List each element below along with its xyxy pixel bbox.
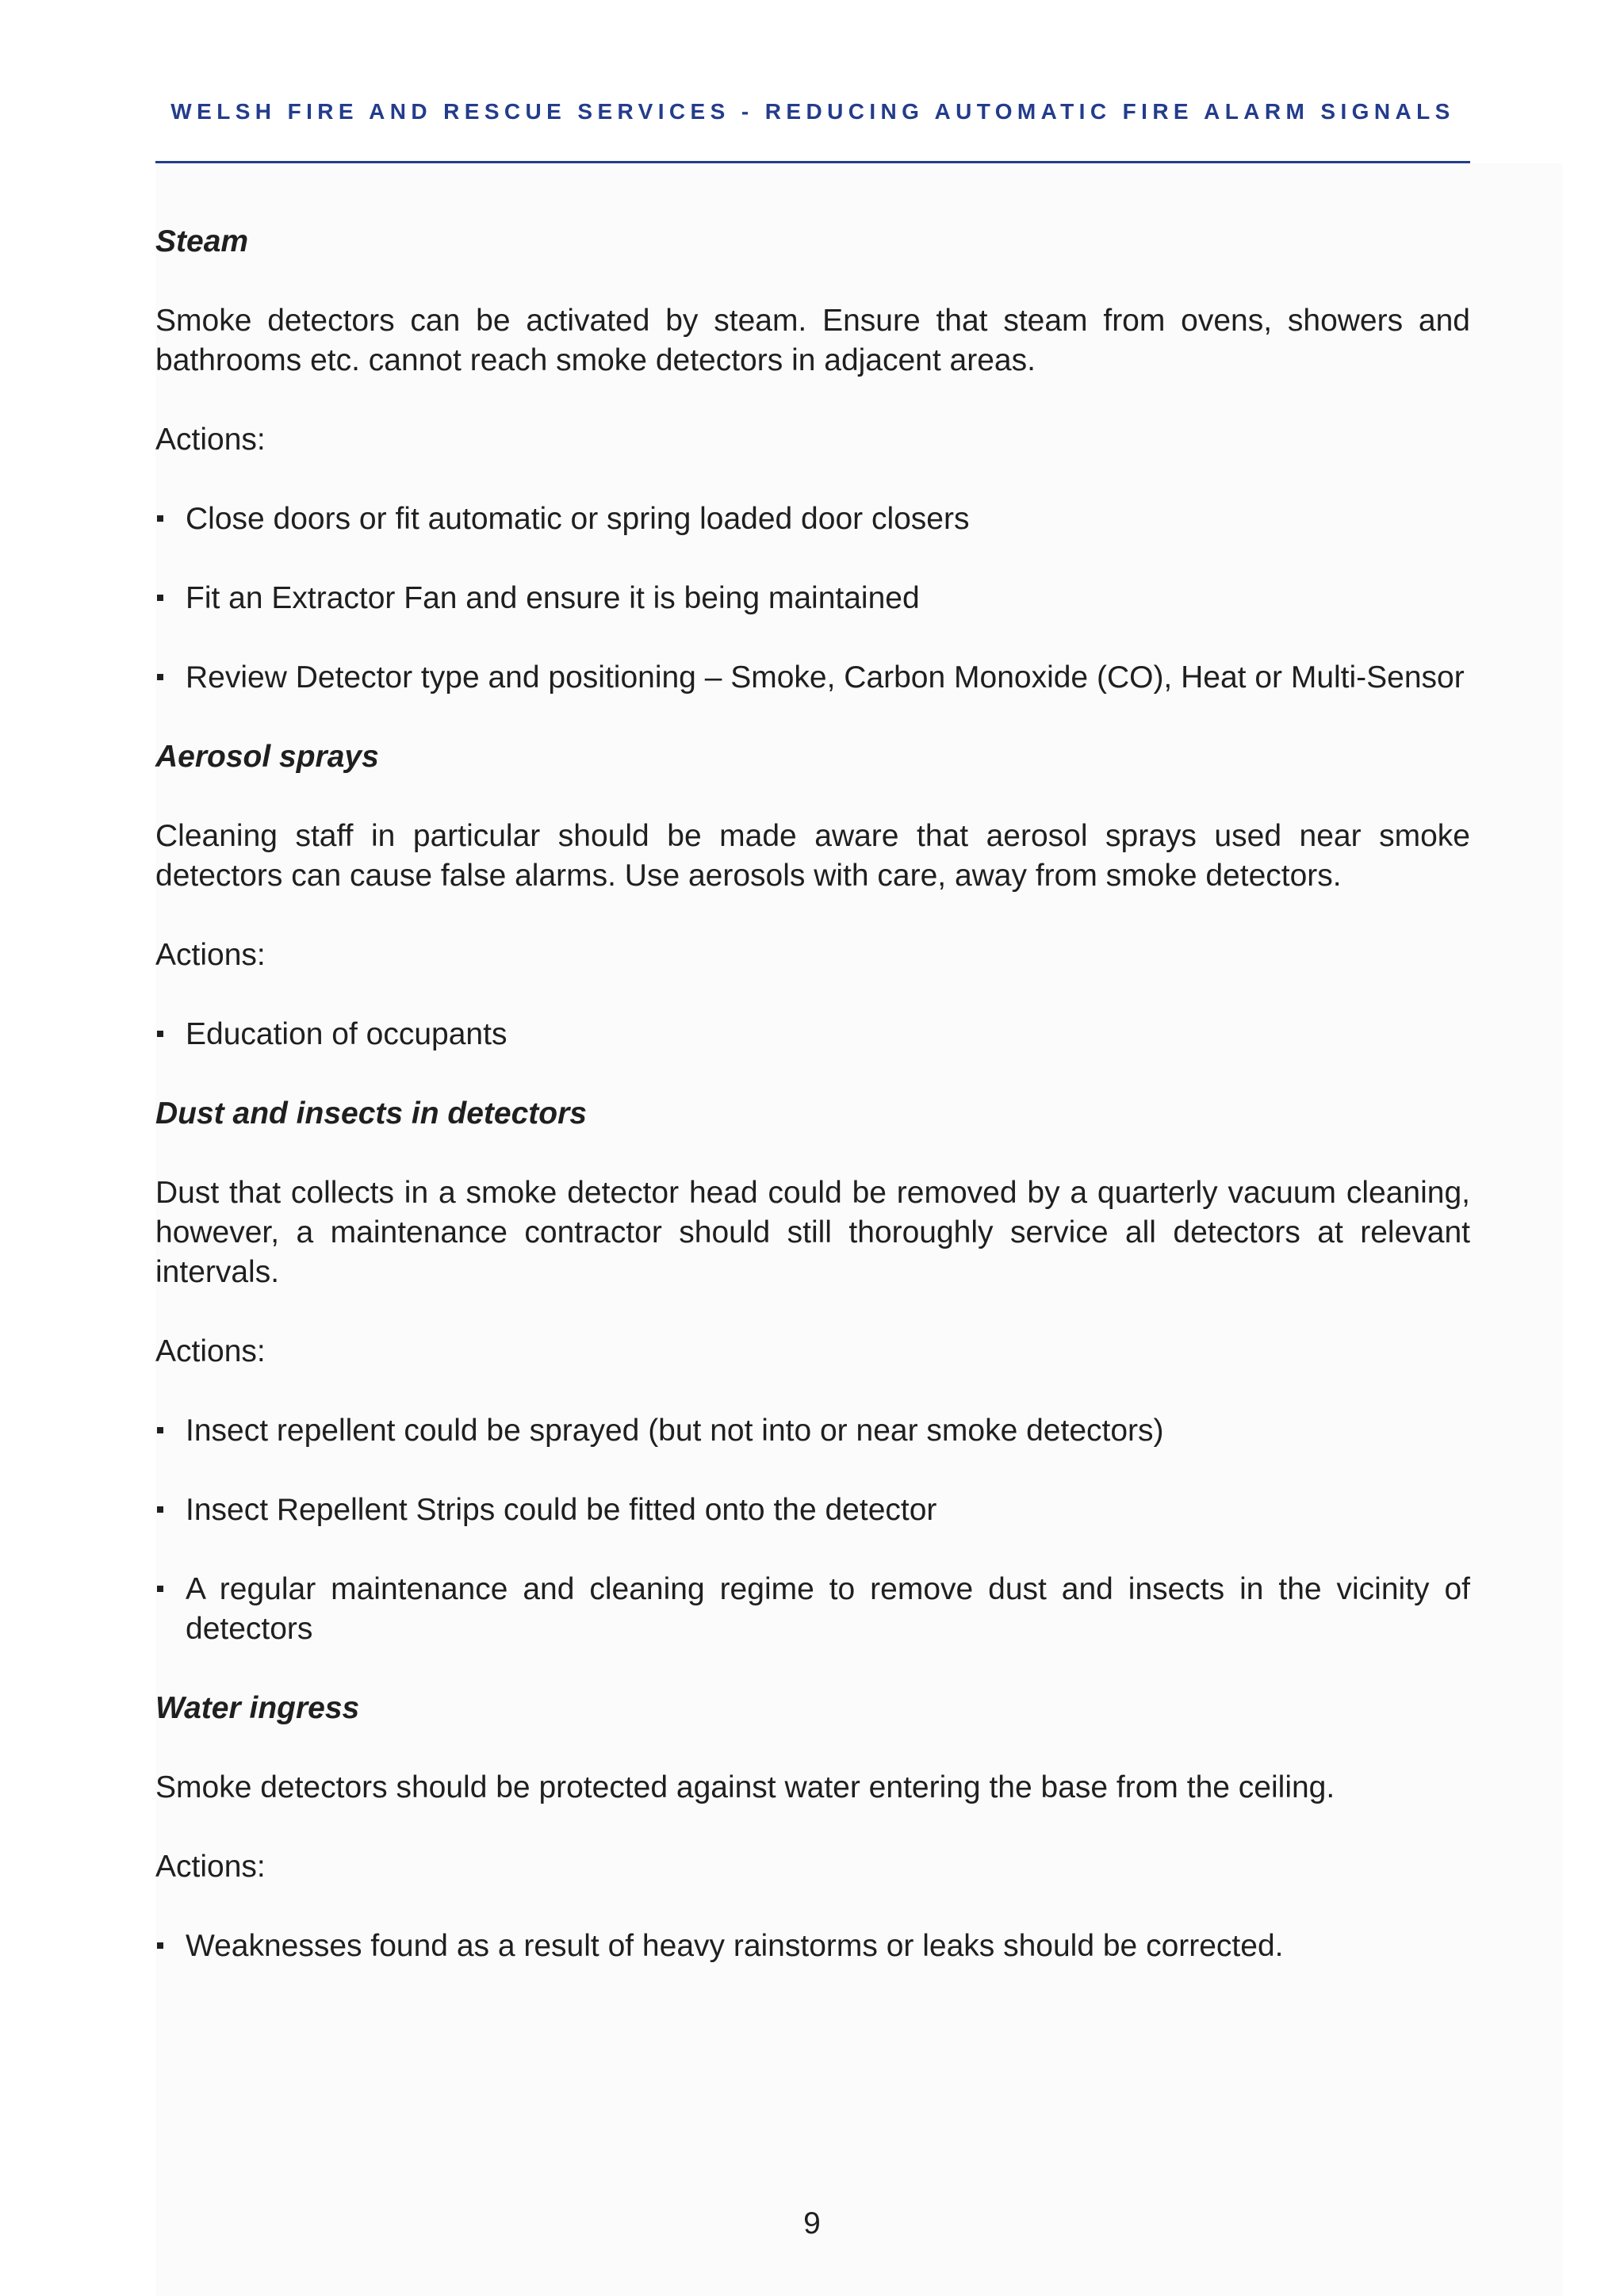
list-item-text: Close doors or fit automatic or spring loaded door closers bbox=[186, 502, 970, 536]
actions-label: Actions: bbox=[155, 1334, 266, 1368]
list-item bbox=[155, 579, 1470, 618]
list-item bbox=[155, 1015, 1470, 1054]
list-item bbox=[155, 1411, 1470, 1451]
header-divider bbox=[155, 161, 1470, 163]
section-heading-steam: Steam bbox=[155, 224, 249, 258]
actions-list-water bbox=[155, 1927, 1470, 1966]
list-item bbox=[155, 1927, 1470, 1966]
list-item-text: Insect repellent could be sprayed (but not into or near smoke detectors) bbox=[186, 1414, 1164, 1448]
list-item-text: A regular maintenance and cleaning regime to remove dust and insects in the vicinity of detectors bbox=[186, 1572, 1470, 1646]
list-item-text: Fit an Extractor Fan and ensure it is being maintained bbox=[186, 581, 920, 615]
section-heading-dust: Dust and insects in detectors bbox=[155, 1096, 587, 1131]
bullet-icon bbox=[157, 1031, 163, 1037]
section-heading-aerosol: Aerosol sprays bbox=[155, 740, 379, 774]
bullet-icon bbox=[157, 1586, 163, 1592]
bullet-icon bbox=[157, 595, 163, 601]
section-body-dust: Dust that collects in a smoke detector head could be removed by a quarterly vacuum cleaning, however, a maintenance contractor should still thoroughly service all detectors at relevant intervals. bbox=[155, 1176, 1470, 1289]
actions-list-aerosol bbox=[155, 1015, 1470, 1054]
list-item-text: Insect Repellent Strips could be fitted onto the detector bbox=[186, 1493, 937, 1527]
list-item bbox=[155, 1570, 1470, 1649]
actions-label: Actions: bbox=[155, 938, 266, 972]
bullet-icon bbox=[157, 515, 163, 522]
section-body-steam: Smoke detectors can be activated by steam. Ensure that steam from ovens, showers and bathrooms etc. cannot reach smoke detectors in adjacent areas. bbox=[155, 304, 1470, 377]
actions-label: Actions: bbox=[155, 423, 266, 457]
list-item-text: Education of occupants bbox=[186, 1017, 508, 1051]
bullet-icon bbox=[157, 1427, 163, 1433]
section-body-water: Smoke detectors should be protected against water entering the base from the ceiling. bbox=[155, 1770, 1335, 1804]
document-body bbox=[155, 222, 1470, 2006]
bullet-icon bbox=[157, 674, 163, 680]
actions-list-dust bbox=[155, 1411, 1470, 1649]
actions-list-steam bbox=[155, 499, 1470, 698]
list-item bbox=[155, 1490, 1470, 1530]
list-item bbox=[155, 499, 1470, 539]
running-header: WELSH FIRE AND RESCUE SERVICES - REDUCING AUTOMATIC FIRE ALARM SIGNALS bbox=[170, 99, 1455, 124]
bullet-icon bbox=[157, 1942, 163, 1949]
list-item-text: Review Detector type and positioning – Smoke, Carbon Monoxide (CO), Heat or Multi-Sensor bbox=[186, 660, 1465, 695]
list-item bbox=[155, 658, 1470, 698]
bullet-icon bbox=[157, 1506, 163, 1513]
actions-label: Actions: bbox=[155, 1850, 266, 1884]
list-item-text: Weaknesses found as a result of heavy rainstorms or leaks should be corrected. bbox=[186, 1929, 1284, 1963]
page-number: 9 bbox=[803, 2206, 821, 2241]
section-body-aerosol: Cleaning staff in particular should be made aware that aerosol sprays used near smoke detectors can cause false alarms. Use aerosols with care, away from smoke detectors. bbox=[155, 819, 1470, 893]
section-heading-water: Water ingress bbox=[155, 1691, 360, 1725]
